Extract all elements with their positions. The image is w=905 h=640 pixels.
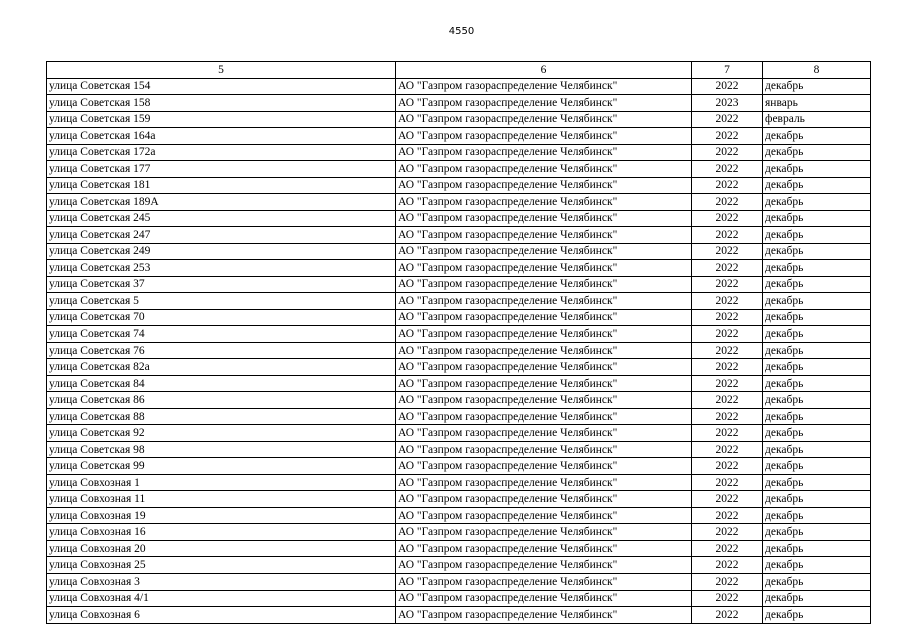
- cell-address: улица Советская 154: [47, 78, 396, 95]
- cell-address: улица Совхозная 19: [47, 507, 396, 524]
- table-row: [47, 359, 871, 376]
- table-row: [47, 524, 871, 541]
- column-header-month: 8: [763, 62, 871, 79]
- cell-year: 2023: [692, 95, 763, 112]
- cell-month: декабрь: [763, 425, 871, 442]
- table-row: [47, 111, 871, 128]
- cell-year: 2022: [692, 590, 763, 607]
- cell-organization: АО "Газпром газораспределение Челябинск": [396, 78, 692, 95]
- cell-month: декабрь: [763, 210, 871, 227]
- cell-address: улица Советская 70: [47, 309, 396, 326]
- cell-organization: АО "Газпром газораспределение Челябинск": [396, 95, 692, 112]
- cell-organization: АО "Газпром газораспределение Челябинск": [396, 260, 692, 277]
- cell-address: улица Советская 158: [47, 95, 396, 112]
- cell-month: декабрь: [763, 458, 871, 475]
- cell-address: улица Советская 189А: [47, 194, 396, 211]
- cell-month: декабрь: [763, 194, 871, 211]
- cell-year: 2022: [692, 557, 763, 574]
- cell-year: 2022: [692, 408, 763, 425]
- cell-organization: АО "Газпром газораспределение Челябинск": [396, 243, 692, 260]
- cell-month: декабрь: [763, 227, 871, 244]
- table-row: [47, 408, 871, 425]
- cell-year: 2022: [692, 243, 763, 260]
- column-header-year: 7: [692, 62, 763, 79]
- cell-organization: АО "Газпром газораспределение Челябинск": [396, 425, 692, 442]
- cell-month: декабрь: [763, 557, 871, 574]
- cell-address: улица Совхозная 11: [47, 491, 396, 508]
- cell-month: декабрь: [763, 359, 871, 376]
- cell-month: декабрь: [763, 491, 871, 508]
- cell-month: декабрь: [763, 177, 871, 194]
- cell-organization: АО "Газпром газораспределение Челябинск": [396, 293, 692, 310]
- cell-year: 2022: [692, 392, 763, 409]
- cell-month: декабрь: [763, 161, 871, 178]
- cell-address: улица Советская 88: [47, 408, 396, 425]
- cell-address: улица Советская 172а: [47, 144, 396, 161]
- table-row: [47, 276, 871, 293]
- cell-organization: АО "Газпром газораспределение Челябинск": [396, 375, 692, 392]
- table-row: [47, 491, 871, 508]
- column-header-address: 5: [47, 62, 396, 79]
- cell-year: 2022: [692, 441, 763, 458]
- table-row: [47, 78, 871, 95]
- cell-address: улица Совхозная 25: [47, 557, 396, 574]
- cell-month: декабрь: [763, 342, 871, 359]
- cell-address: улица Советская 177: [47, 161, 396, 178]
- cell-year: 2022: [692, 458, 763, 475]
- table-header: [47, 62, 871, 79]
- cell-month: декабрь: [763, 524, 871, 541]
- cell-year: 2022: [692, 227, 763, 244]
- table-row: [47, 326, 871, 343]
- cell-year: 2022: [692, 78, 763, 95]
- cell-month: декабрь: [763, 474, 871, 491]
- cell-address: улица Советская 92: [47, 425, 396, 442]
- cell-year: 2022: [692, 474, 763, 491]
- cell-year: 2022: [692, 309, 763, 326]
- table-row: [47, 227, 871, 244]
- cell-month: декабрь: [763, 326, 871, 343]
- table-body: [47, 78, 871, 623]
- cell-organization: АО "Газпром газораспределение Челябинск": [396, 359, 692, 376]
- cell-organization: АО "Газпром газораспределение Челябинск": [396, 557, 692, 574]
- cell-year: 2022: [692, 326, 763, 343]
- cell-month: январь: [763, 95, 871, 112]
- cell-year: 2022: [692, 210, 763, 227]
- cell-address: улица Советская 76: [47, 342, 396, 359]
- table-row: [47, 210, 871, 227]
- cell-organization: АО "Газпром газораспределение Челябинск": [396, 392, 692, 409]
- cell-organization: АО "Газпром газораспределение Челябинск": [396, 573, 692, 590]
- cell-year: 2022: [692, 194, 763, 211]
- cell-address: улица Советская 99: [47, 458, 396, 475]
- cell-month: декабрь: [763, 507, 871, 524]
- header-row: [47, 62, 871, 79]
- cell-address: улица Советская 247: [47, 227, 396, 244]
- cell-month: декабрь: [763, 243, 871, 260]
- cell-address: улица Советская 249: [47, 243, 396, 260]
- column-header-organization: 6: [396, 62, 692, 79]
- table-row: [47, 425, 871, 442]
- cell-organization: АО "Газпром газораспределение Челябинск": [396, 540, 692, 557]
- cell-year: 2022: [692, 507, 763, 524]
- cell-year: 2022: [692, 260, 763, 277]
- cell-organization: АО "Газпром газораспределение Челябинск": [396, 161, 692, 178]
- cell-organization: АО "Газпром газораспределение Челябинск": [396, 491, 692, 508]
- cell-year: 2022: [692, 276, 763, 293]
- cell-organization: АО "Газпром газораспределение Челябинск": [396, 144, 692, 161]
- cell-organization: АО "Газпром газораспределение Челябинск": [396, 227, 692, 244]
- cell-year: 2022: [692, 425, 763, 442]
- cell-address: улица Советская 84: [47, 375, 396, 392]
- table-row: [47, 540, 871, 557]
- table-row: [47, 441, 871, 458]
- cell-month: декабрь: [763, 573, 871, 590]
- cell-month: декабрь: [763, 144, 871, 161]
- cell-address: улица Советская 37: [47, 276, 396, 293]
- cell-organization: АО "Газпром газораспределение Челябинск": [396, 210, 692, 227]
- table-row: [47, 293, 871, 310]
- cell-address: улица Совхозная 1: [47, 474, 396, 491]
- cell-organization: АО "Газпром газораспределение Челябинск": [396, 309, 692, 326]
- schedule-table: [46, 61, 871, 624]
- cell-month: декабрь: [763, 408, 871, 425]
- cell-month: декабрь: [763, 309, 871, 326]
- cell-month: декабрь: [763, 260, 871, 277]
- cell-year: 2022: [692, 573, 763, 590]
- cell-year: 2022: [692, 161, 763, 178]
- cell-organization: АО "Газпром газораспределение Челябинск": [396, 342, 692, 359]
- cell-address: улица Советская 5: [47, 293, 396, 310]
- cell-organization: АО "Газпром газораспределение Челябинск": [396, 276, 692, 293]
- cell-organization: АО "Газпром газораспределение Челябинск": [396, 177, 692, 194]
- table-row: [47, 260, 871, 277]
- table-row: [47, 557, 871, 574]
- cell-organization: АО "Газпром газораспределение Челябинск": [396, 111, 692, 128]
- cell-year: 2022: [692, 342, 763, 359]
- cell-organization: АО "Газпром газораспределение Челябинск": [396, 441, 692, 458]
- cell-address: улица Совхозная 16: [47, 524, 396, 541]
- cell-organization: АО "Газпром газораспределение Челябинск": [396, 408, 692, 425]
- table-row: [47, 144, 871, 161]
- cell-year: 2022: [692, 375, 763, 392]
- cell-year: 2022: [692, 144, 763, 161]
- cell-address: улица Советская 245: [47, 210, 396, 227]
- table-row: [47, 309, 871, 326]
- cell-address: улица Совхозная 20: [47, 540, 396, 557]
- cell-month: декабрь: [763, 293, 871, 310]
- cell-organization: АО "Газпром газораспределение Челябинск": [396, 590, 692, 607]
- cell-year: 2022: [692, 111, 763, 128]
- table-row: [47, 342, 871, 359]
- table-row: [47, 573, 871, 590]
- table-row: [47, 590, 871, 607]
- table-row: [47, 243, 871, 260]
- cell-address: улица Совхозная 4/1: [47, 590, 396, 607]
- cell-address: улица Советская 181: [47, 177, 396, 194]
- table-row: [47, 375, 871, 392]
- cell-organization: АО "Газпром газораспределение Челябинск": [396, 507, 692, 524]
- cell-month: декабрь: [763, 276, 871, 293]
- table-row: [47, 392, 871, 409]
- cell-organization: АО "Газпром газораспределение Челябинск": [396, 458, 692, 475]
- cell-organization: АО "Газпром газораспределение Челябинск": [396, 128, 692, 145]
- table-row: [47, 607, 871, 624]
- cell-address: улица Советская 82а: [47, 359, 396, 376]
- table-row: [47, 128, 871, 145]
- cell-month: декабрь: [763, 607, 871, 624]
- table-row: [47, 95, 871, 112]
- cell-month: декабрь: [763, 375, 871, 392]
- cell-year: 2022: [692, 359, 763, 376]
- cell-address: улица Советская 98: [47, 441, 396, 458]
- cell-year: 2022: [692, 491, 763, 508]
- cell-month: декабрь: [763, 590, 871, 607]
- cell-address: улица Советская 164а: [47, 128, 396, 145]
- cell-month: февраль: [763, 111, 871, 128]
- cell-year: 2022: [692, 293, 763, 310]
- cell-address: улица Советская 86: [47, 392, 396, 409]
- cell-month: декабрь: [763, 392, 871, 409]
- cell-address: улица Советская 253: [47, 260, 396, 277]
- cell-month: декабрь: [763, 78, 871, 95]
- table-row: [47, 161, 871, 178]
- page-number: 4550: [448, 26, 475, 37]
- table-row: [47, 458, 871, 475]
- cell-organization: АО "Газпром газораспределение Челябинск": [396, 326, 692, 343]
- cell-address: улица Совхозная 3: [47, 573, 396, 590]
- cell-organization: АО "Газпром газораспределение Челябинск": [396, 607, 692, 624]
- cell-year: 2022: [692, 607, 763, 624]
- table-row: [47, 194, 871, 211]
- cell-month: декабрь: [763, 540, 871, 557]
- cell-organization: АО "Газпром газораспределение Челябинск": [396, 474, 692, 491]
- cell-address: улица Советская 159: [47, 111, 396, 128]
- cell-address: улица Совхозная 6: [47, 607, 396, 624]
- cell-organization: АО "Газпром газораспределение Челябинск": [396, 194, 692, 211]
- cell-year: 2022: [692, 177, 763, 194]
- cell-year: 2022: [692, 540, 763, 557]
- table-row: [47, 507, 871, 524]
- table-row: [47, 177, 871, 194]
- cell-organization: АО "Газпром газораспределение Челябинск": [396, 524, 692, 541]
- cell-month: декабрь: [763, 441, 871, 458]
- table-row: [47, 474, 871, 491]
- cell-year: 2022: [692, 128, 763, 145]
- cell-address: улица Советская 74: [47, 326, 396, 343]
- cell-month: декабрь: [763, 128, 871, 145]
- cell-year: 2022: [692, 524, 763, 541]
